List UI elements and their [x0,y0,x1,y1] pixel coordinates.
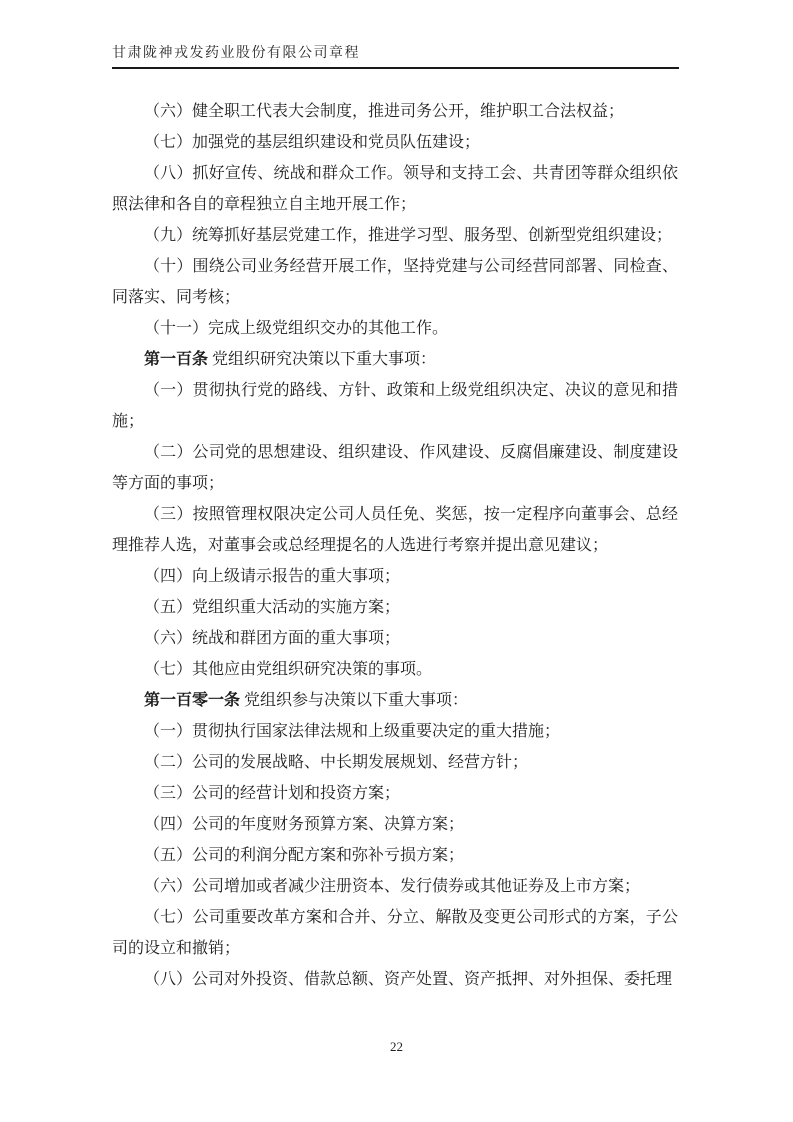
paragraph-text: （八）公司对外投资、借款总额、资产处置、资产抵押、对外担保、委托理 [144,971,673,988]
body-paragraph [112,499,678,561]
paragraph-text: （一）贯彻执行国家法律法规和上级重要决定的重大措施； [144,723,561,740]
body-paragraph [112,747,678,778]
paragraph-text: （八）抓好宣传、统战和群众工作。领导和支持工会、共青团等群众组织依照法律和各自的章程独立自主地开展工作； [112,165,678,213]
paragraph-text: （十一）完成上级党组织交办的其他工作。 [144,320,449,337]
paragraph-text: （七）加强党的基层组织建设和党员队伍建设； [144,134,481,151]
body-paragraph [112,313,678,344]
body-paragraph [112,778,678,809]
body-paragraph [112,561,678,592]
header-title: 甘肃陇神戎发药业股份有限公司章程 [112,46,360,61]
document-body [112,96,678,995]
body-paragraph [112,902,678,964]
body-paragraph [112,964,678,995]
paragraph-text: （九）统筹抓好基层党建工作，推进学习型、服务型、创新型党组织建设； [144,227,673,244]
paragraph-text: （六）健全职工代表大会制度，推进司务公开，维护职工合法权益； [144,103,625,120]
body-paragraph [112,654,678,685]
article-number: 第一百零一条 [144,692,241,709]
body-paragraph [112,623,678,654]
body-paragraph [112,158,678,220]
body-paragraph [112,251,678,313]
page-footer [0,1038,793,1056]
paragraph-text: （五）党组织重大活动的实施方案； [144,599,401,616]
paragraph-text: （四）公司的年度财务预算方案、决算方案； [144,816,465,833]
paragraph-text: （七）公司重要改革方案和合并、分立、解散及变更公司形式的方案，子公司的设立和撤销； [112,909,678,957]
body-paragraph [112,809,678,840]
paragraph-text: （十）围绕公司业务经营开展工作，坚持党建与公司经营同部署、同检查、同落实、同考核； [112,258,678,306]
body-paragraph [112,375,678,437]
paragraph-text: （四）向上级请示报告的重大事项； [144,568,401,585]
article-number: 第一百条 [144,351,209,368]
body-paragraph [112,127,678,158]
paragraph-text: 党组织研究决策以下重大事项： [208,351,437,368]
paragraph-text: （一）贯彻执行党的路线、方针、政策和上级党组织决定、决议的意见和措施； [112,382,678,430]
body-paragraph-article-101 [112,685,678,716]
paragraph-text: （二）公司的发展战略、中长期发展规划、经营方针； [144,754,529,771]
paragraph-text: 党组织参与决策以下重大事项： [240,692,469,709]
paragraph-text: （二）公司党的思想建设、组织建设、作风建设、反腐倡廉建设、制度建设等方面的事项； [112,444,678,492]
page-header [112,42,679,69]
paragraph-text: （五）公司的利润分配方案和弥补亏损方案； [144,847,465,864]
body-paragraph [112,871,678,902]
body-paragraph [112,96,678,127]
body-paragraph [112,592,678,623]
body-paragraph [112,437,678,499]
body-paragraph [112,716,678,747]
paragraph-text: （七）其他应由党组织研究决策的事项。 [144,661,433,678]
body-paragraph [112,220,678,251]
paragraph-text: （三）按照管理权限决定公司人员任免、奖惩，按一定程序向董事会、总经理推荐人选，对董事会或总经理提名的人选进行考察并提出意见建议； [112,506,678,554]
paragraph-text: （六）公司增加或者减少注册资本、发行债券或其他证券及上市方案； [144,878,641,895]
paragraph-text: （三）公司的经营计划和投资方案； [144,785,401,802]
page-number: 22 [390,1039,403,1054]
body-paragraph [112,840,678,871]
body-paragraph-article-100 [112,344,678,375]
paragraph-text: （六）统战和群团方面的重大事项； [144,630,401,647]
